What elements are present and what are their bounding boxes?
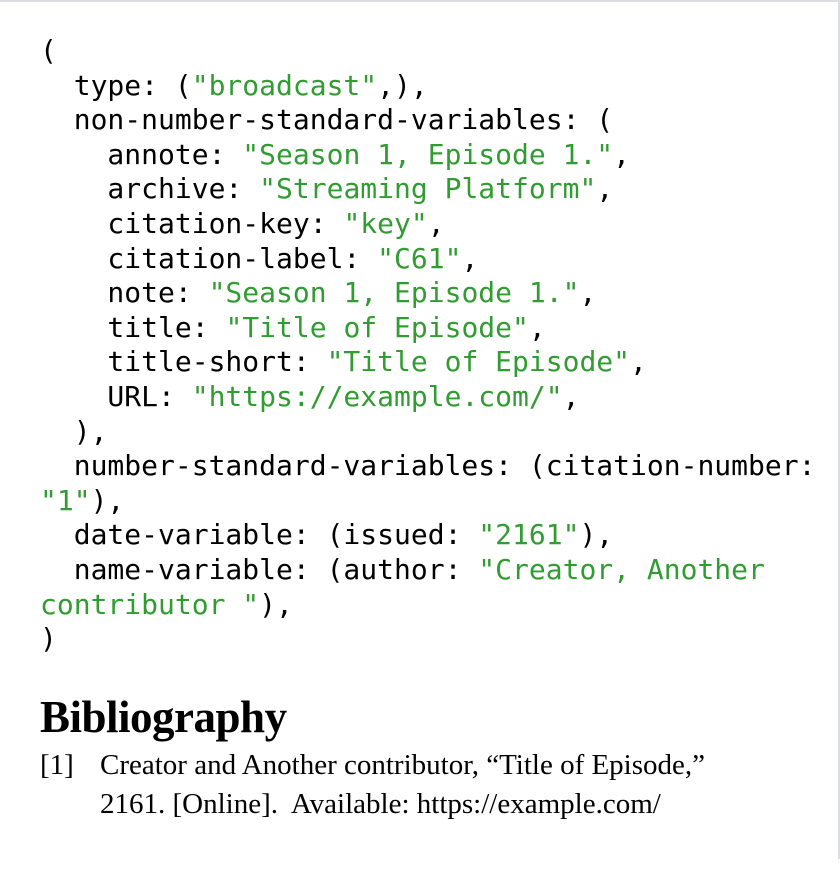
code-text: , (562, 379, 580, 413)
code-text: title: (40, 310, 226, 344)
bibliography-heading: Bibliography (40, 691, 287, 742)
code-line (40, 518, 828, 553)
code-text: number-standard-variables: (citation-number: (40, 449, 816, 483)
code-text: , (579, 276, 597, 310)
code-line (40, 622, 828, 657)
code-line (40, 103, 828, 138)
code-line (40, 242, 828, 277)
code-line (40, 311, 828, 346)
code-text: archive: (40, 172, 260, 206)
code-string: "C61" (377, 241, 462, 275)
code-line (40, 449, 828, 484)
code-text: name-variable: (author: (40, 552, 479, 586)
code-string: "2161" (478, 518, 580, 552)
code-text: , (427, 206, 445, 240)
code-text: , (596, 172, 614, 206)
code-string: "key" (343, 206, 428, 240)
code-text: , (528, 310, 546, 344)
code-text: ,), (377, 68, 428, 102)
code-line (40, 484, 828, 519)
code-line (40, 138, 828, 173)
code-string: "Title of Episode" (225, 310, 529, 344)
entry-text-line: Creator and Another contributor, “Title of Episode,” (100, 749, 706, 782)
bibliography-entries (0, 746, 838, 824)
code-text: non-number-standard-variables: ( (40, 103, 614, 137)
code-string: contributor " (40, 587, 260, 621)
entry-text-line: 2161. [Online]. Available: https://example.com/ (100, 788, 661, 821)
code-line (40, 415, 828, 450)
bibliography-entry (40, 746, 828, 824)
code-string: "broadcast" (191, 68, 378, 102)
code-text: URL: (40, 379, 192, 413)
code-text: ), (90, 483, 125, 517)
code-text: ) (40, 622, 57, 656)
entry-number-label: [1] (40, 749, 74, 782)
code-string: "1" (40, 483, 91, 517)
code-line (40, 207, 828, 242)
code-line (40, 345, 828, 380)
code-line (40, 276, 828, 311)
code-text: date-variable: (issued: (40, 518, 479, 552)
code-text: type: ( (40, 68, 192, 102)
code-text: citation-label: (40, 241, 378, 275)
code-text: ), (259, 587, 293, 621)
code-text: ), (40, 414, 108, 448)
code-text: annote: (40, 137, 243, 171)
code-text: citation-key: (40, 206, 344, 240)
code-line (40, 588, 828, 623)
code-text: ), (579, 518, 614, 552)
code-line (40, 69, 828, 104)
entry-text (100, 746, 828, 824)
code-block (40, 34, 828, 657)
document-page (0, 34, 838, 891)
code-line (40, 172, 828, 207)
code-text: , (613, 137, 631, 171)
code-string: "Title of Episode" (326, 345, 631, 379)
code-string: "https://example.com/" (191, 379, 563, 413)
code-text: ( (40, 34, 57, 67)
code-text: , (630, 345, 647, 379)
code-string: "Creator, Another (478, 552, 765, 586)
code-text: note: (40, 276, 209, 310)
code-string: "Season 1, Episode 1." (242, 137, 614, 171)
code-text: , (461, 241, 479, 275)
code-line (40, 34, 828, 69)
code-text: title-short: (40, 345, 327, 379)
code-string: "Season 1, Episode 1." (208, 276, 580, 310)
code-line (40, 553, 828, 588)
code-string: "Streaming Platform" (259, 172, 597, 206)
code-line (40, 380, 828, 415)
